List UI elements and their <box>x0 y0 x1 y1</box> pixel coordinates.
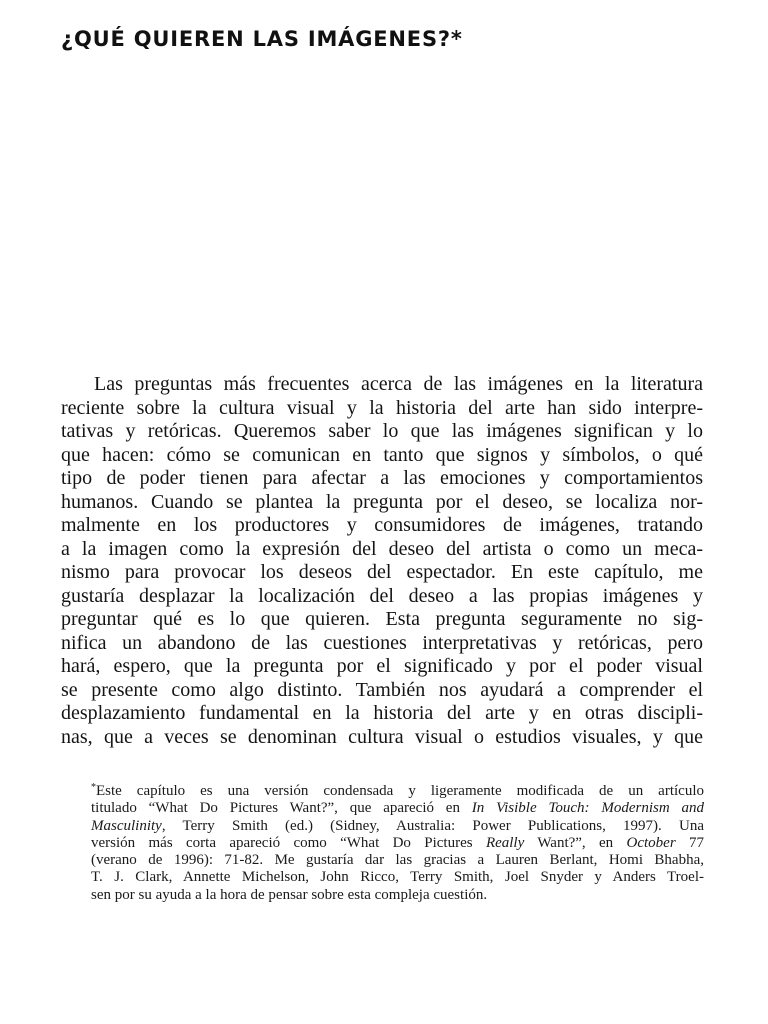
footnote-text: , Terry Smith (ed.) (Sidney, Australia: Power Publications, 1997). Una <box>161 817 704 834</box>
body-line: se presente como algo distinto. También nos ayudará a comprender el <box>61 678 703 701</box>
footnote-text: Want?”, en <box>524 834 627 851</box>
footnote <box>91 783 704 904</box>
footnote-text: 77 <box>675 834 705 851</box>
body-line: tipo de poder tienen para afectar a las emociones y comportamientos <box>61 467 703 489</box>
body-line: tativas y retóricas. Queremos saber lo que las imágenes significan y lo <box>61 420 703 442</box>
footnote-line: (verano de 1996): 71-82. Me gustaría dar las gracias a Lauren Berlant, Homi Bhabha, <box>91 852 704 869</box>
footnote-line: sen por su ayuda a la hora de pensar sobre esta compleja cuestión. <box>91 886 488 903</box>
footnote-book-title: In Visible Touch: Modernism and <box>471 800 704 817</box>
body-line: preguntar qué es lo que quieren. Esta pregunta seguramente no sig- <box>61 608 703 630</box>
body-line: reciente sobre la cultura visual y la historia del arte han sido interpre- <box>61 396 703 419</box>
footnote-line: T. J. Clark, Annette Michelson, John Ricco, Terry Smith, Joel Snyder y Anders Troel- <box>91 869 704 886</box>
footnote-line <box>91 783 704 800</box>
footnote-marker: * <box>91 782 96 793</box>
footnote-line <box>91 800 704 817</box>
body-line: malmente en los productores y consumidores de imágenes, tratando <box>61 514 703 536</box>
chapter-title: ¿QUÉ QUIEREN LAS IMÁGENES?* <box>61 27 463 51</box>
body-line: a la imagen como la expresión del deseo del artista o como un meca- <box>61 537 703 560</box>
footnote-text: Este capítulo es una versión condensada y ligeramente modificada de un artículo <box>96 783 704 799</box>
body-line: nas, que a veces se denominan cultura visual o estudios visuales, y que <box>61 725 703 748</box>
footnote-journal-title: October <box>626 834 676 851</box>
body-paragraph <box>61 373 703 749</box>
body-line: hará, espero, que la pregunta por el significado y por el poder visual <box>61 655 703 677</box>
footnote-text: versión más corta apareció como “What Do Pictures <box>91 834 486 851</box>
footnote-emphasis: Really <box>485 834 525 851</box>
body-line: nismo para provocar los deseos del espectador. En este capítulo, me <box>61 561 703 583</box>
footnote-line <box>91 818 704 835</box>
body-line: humanos. Cuando se plantea la pregunta por el deseo, se localiza nor- <box>61 490 703 513</box>
body-line: Las preguntas más frecuentes acerca de las imágenes en la literatura <box>94 373 703 395</box>
body-line: que hacen: cómo se comunican en tanto que signos y símbolos, o qué <box>61 443 703 466</box>
footnote-text: titulado “What Do Pictures Want?”, que apareció en <box>91 800 472 817</box>
body-line: gustaría desplazar la localización del deseo a las propias imágenes y <box>61 584 703 607</box>
footnote-line <box>91 835 704 852</box>
footnote-book-title: Masculinity <box>91 817 162 834</box>
body-line: desplazamiento fundamental en la historia del arte y en otras discipli- <box>61 702 703 724</box>
body-line: nifica un abandono de las cuestiones interpretativas y retóricas, pero <box>61 631 703 654</box>
